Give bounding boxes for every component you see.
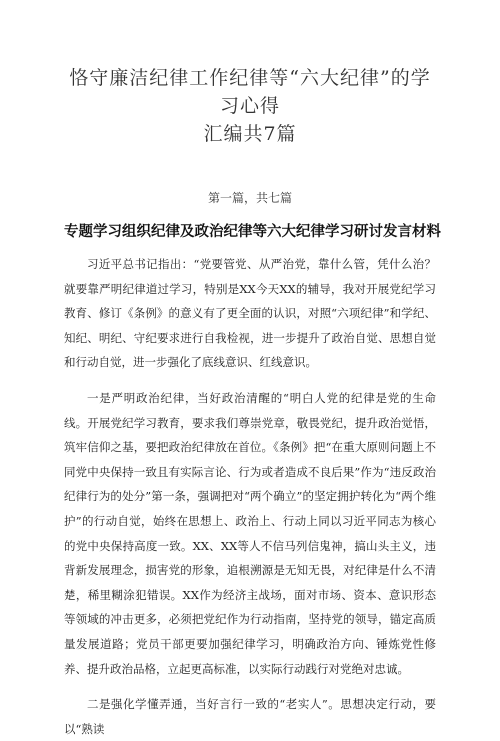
paragraph-political-discipline: 一是严明政治纪律，当好政治清醒的“明白人党的纪律是党的生命线。开展党纪学习教育，要求我们尊崇党章，敬畏党纪，提升政治觉悟，筑牢信仰之基，要把政治纪律放在首位。《条例》把“在重大原则问题上不同党中央保持一致且有实际言论、行为或者造成不良后果”作为“违反政治纪律行为的处分”第一条，强调把对“两个确立”的坚定拥护转化为“两个维护”的行动自觉，始终在思想上、政治上、行动上同以习近平同志为核心的党中央保持高度一致。XX、XX等人不信马列信鬼神，搞山头主义，违背新发展理念，损害党的形象，追根溯源是无知无畏，对纪律是什么不清楚，稀里糊涂犯错误。XX作为经济主战场，面对市场、资本、意识形态等领域的冲击更多，必须把党纪作为行动指南，坚持党的领导，锚定高质量发展道路；党员干部更要加强纪律学习，明确政治方向、锤炼党性修养、提升政治品格，立起更高标准，以实际行动践行对党绝对忠诚。: [64, 390, 436, 676]
document-title-line-2: 汇编共7篇: [203, 123, 297, 145]
section-label: 第一篇，共七篇: [207, 191, 292, 205]
paragraph-study-understanding: 二是强化学懂弄通，当好言行一致的“老实人”。思想决定行动，要以“熟读: [64, 697, 436, 736]
document-title-line-1: 恪守廉洁纪律工作纪律等“六大纪律”的学习心得: [69, 67, 431, 117]
document-title: [64, 64, 436, 148]
article-title: 专题学习组织纪律及政治纪律等六大纪律学习研讨发言材料: [64, 224, 441, 240]
paragraph-intro: 习近平总书记指出：“党要管党、从严治党，靠什么管，凭什么治？就要靠严明纪律道过学习，特别是XX今天XX的辅导，我对开展党纪学习教育、修订《条例》的意义有了更全面的认识，对照“六项纪律”和学纪、知纪、明纪、守纪要求进行自我检视，进一步提升了政治自觉、思想自觉和行动自觉，进一步强化了底线意识、红线意识。: [64, 257, 436, 370]
article-body: [64, 252, 436, 741]
